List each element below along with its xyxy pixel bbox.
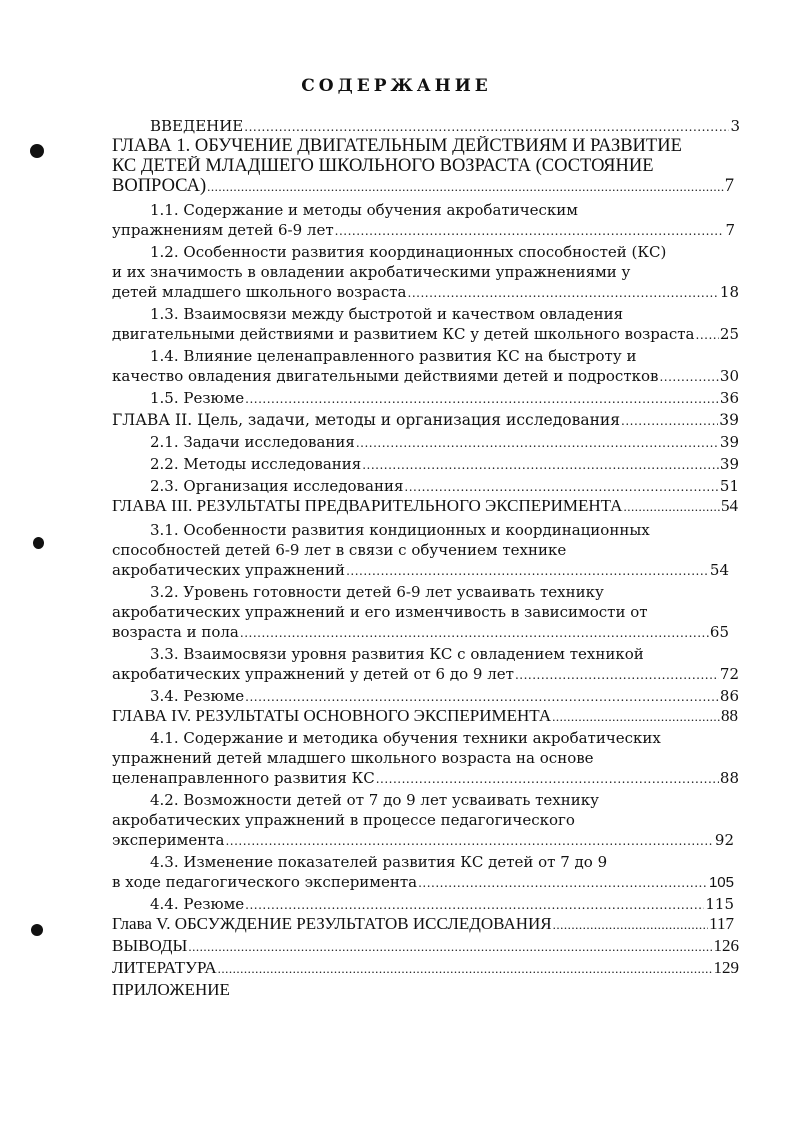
toc-line: 1.4. Влияние целенаправленного развития КС на быстроту и: [150, 347, 637, 365]
toc-line: акробатических упражнений у детей от 6 до 9 лет ..... 72: [112, 664, 739, 685]
toc-line: детей младшего школьного возраста ..... 18: [112, 282, 739, 303]
toc-line: упражнениям детей 6-9 лет ..... 7: [112, 220, 735, 241]
toc-line: ВВЕДЕНИЕ ..... 3: [150, 116, 740, 137]
toc-line: способностей детей 6-9 лет в связи с обучением технике: [112, 541, 567, 559]
toc-line: 4.1. Содержание и методика обучения техники акробатических: [150, 729, 661, 747]
toc-line: 1.5. Резюме ..... 36: [150, 388, 739, 409]
toc-line: 1.1. Содержание и методы обучения акробатическим: [150, 201, 578, 219]
toc-line: ЛИТЕРАТУРА ..... 129: [112, 958, 739, 979]
toc-line: Глава V. ОБСУЖДЕНИЕ РЕЗУЛЬТАТОВ ИССЛЕДОВАНИЯ ..... 117: [112, 914, 734, 935]
toc-line: упражнений детей младшего школьного возраста на основе: [112, 749, 594, 767]
toc-line: возраста и пола ..... 65: [112, 622, 729, 643]
toc-line: 1.3. Взаимосвязи между быстротой и качеством овладения: [150, 305, 624, 323]
toc-line: ГЛАВА III. РЕЗУЛЬТАТЫ ПРЕДВАРИТЕЛЬНОГО ЭКСПЕРИМЕНТА ..... 54: [112, 496, 738, 517]
toc-line: качество овладения двигательными действиями детей и подростков ..... 30: [112, 366, 739, 387]
toc-line: ПРИЛОЖЕНИЕ: [112, 980, 230, 999]
toc-line: 3.2. Уровень готовности детей 6-9 лет усваивать технику: [150, 583, 604, 601]
toc-line: ВЫВОДЫ ..... 126: [112, 936, 739, 957]
toc-line: акробатических упражнений ..... 54: [112, 560, 729, 581]
toc-line: 2.1. Задачи исследования ..... 39: [150, 432, 739, 453]
toc-line: 1.2. Особенности развития координационных способностей (КС): [150, 243, 667, 261]
scan-mark: [33, 537, 44, 549]
toc-line: ВОПРОСА) ..... 7: [112, 176, 734, 197]
toc-line: 4.2. Возможности детей от 7 до 9 лет усваивать технику: [150, 791, 599, 809]
toc-line: 4.4. Резюме ..... 115: [150, 894, 734, 915]
toc-line: 4.3. Изменение показателей развития КС детей от 7 до 9: [150, 853, 608, 871]
scan-mark: [30, 144, 44, 158]
toc-line: акробатических упражнений и его изменчивость в зависимости от: [112, 603, 648, 621]
toc-line: 2.2. Методы исследования ..... 39: [150, 454, 739, 475]
toc-line: и их значимость в овладении акробатическими упражнениями у: [112, 263, 631, 281]
toc-line: 3.1. Особенности развития кондиционных и координационных: [150, 521, 650, 539]
toc-line: в ходе педагогического эксперимента ..... 105: [112, 872, 734, 893]
toc-line: акробатических упражнений в процессе педагогического: [112, 811, 575, 829]
toc-line: целенаправленного развития КС ..... 88: [112, 768, 739, 789]
scan-mark: [31, 924, 43, 936]
toc-line: эксперимента ..... 92: [112, 830, 734, 851]
toc-line: 3.3. Взаимосвязи уровня развития КС с овладением техникой: [150, 645, 644, 663]
toc-line: 2.3. Организация исследования ..... 51: [150, 476, 739, 497]
toc-line: КС ДЕТЕЙ МЛАДШЕГО ШКОЛЬНОГО ВОЗРАСТА (СОСТОЯНИЕ: [112, 156, 654, 176]
toc-line: ГЛАВА 1. ОБУЧЕНИЕ ДВИГАТЕЛЬНЫМ ДЕЙСТВИЯМ И РАЗВИТИЕ: [112, 136, 682, 156]
toc-line: 3.4. Резюме ..... 86: [150, 686, 739, 707]
toc-line: двигательными действиями и развитием КС у детей школьного возраста ..... 25: [112, 324, 739, 345]
toc-line: ГЛАВА IV. РЕЗУЛЬТАТЫ ОСНОВНОГО ЭКСПЕРИМЕНТА ..... 88: [112, 706, 738, 727]
toc-line: ГЛАВА II. Цель, задачи, методы и организация исследования ..... 39: [112, 410, 739, 431]
page-title: СОДЕРЖАНИЕ: [301, 76, 492, 96]
